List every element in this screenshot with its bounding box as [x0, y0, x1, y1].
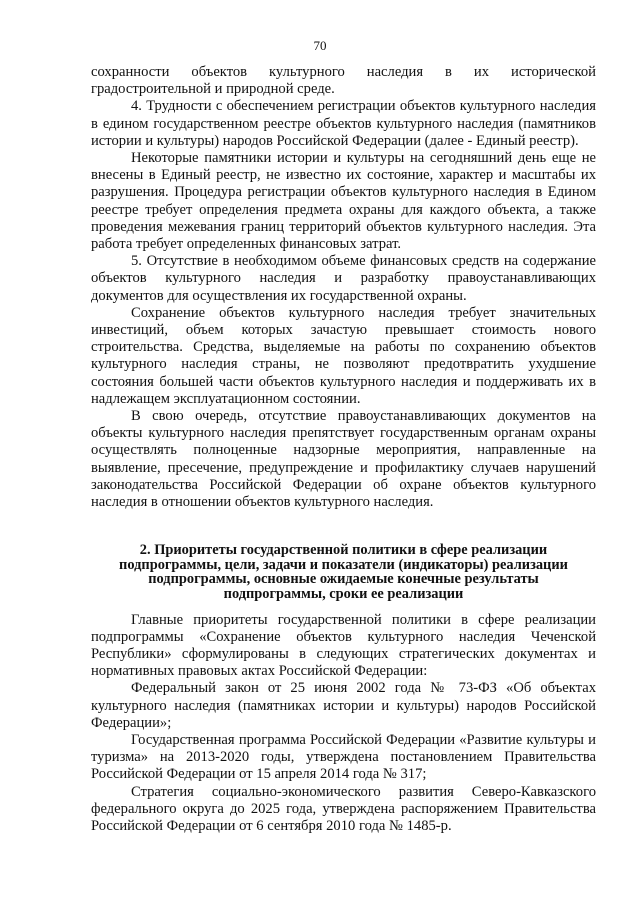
paragraph: В свою очередь, отсутствие правоустанавливающих документов на объекты культурного наследия препятствует государственным органам охраны осуществлять полноценные надзорные мероприятия, направленные на выявление, пресечение, предупреждение и профилактику случаев нарушений законодательства Российской Федерации об охране объектов культурного наследия в отношении объектов культурного наследия.: [91, 408, 596, 511]
paragraph: Сохранение объектов культурного наследия требует значительных инвестиций, объем которых зачастую превышает стоимость нового строительства. Средства, выделяемые на работы по сохранению объектов культурного наследия страны, не позволяют предотвратить ухудшение состояния большей части объектов культурного наследия и поддерживать их в надлежащем эксплуатационном состоянии.: [91, 304, 596, 407]
paragraph: сохранности объектов культурного наследия в их исторической градостроительной и природной среде.: [91, 64, 596, 98]
paragraph: Стратегия социально-экономического развития Северо-Кавказского федерального округа до 2025 года, утверждена распоряжением Правительства Российской Федерации от 6 сентября 2010 года № 1485-р.: [91, 783, 596, 835]
page-number: 70: [313, 38, 327, 53]
paragraph: Главные приоритеты государственной политики в сфере реализации подпрограммы «Сохранение объектов культурного наследия Чеченской Республики» сформулированы в следующих стратегических документах и нормативных правовых актах Российской Федерации:: [91, 611, 596, 680]
page-body: [91, 64, 596, 835]
paragraph: 5. Отсутствие в необходимом объеме финансовых средств на содержание объектов культурного наследия и разработку правоустанавливающих документов для осуществления их государственной охраны.: [91, 253, 596, 304]
paragraph: Федеральный закон от 25 июня 2002 года № 73-ФЗ «Об объектах культурного наследия (памятниках истории и культуры) народов Российской Федерации»;: [91, 680, 596, 731]
section-heading: 2. Приоритеты государственной политики в сфере реализации подпрограммы, цели, задачи и показатели (индикаторы) реализации подпрограммы, основные ожидаемые конечные результаты подпрограммы, сроки ее реализации: [119, 542, 568, 603]
paragraph: Государственная программа Российской Федерации «Развитие культуры и туризма» на 2013-2020 годы, утверждена постановлением Правительства Российской Федерации от 15 апреля 2014 года № 317;: [91, 732, 596, 783]
paragraph: Некоторые памятники истории и культуры на сегодняшний день еще не внесены в Единый реестр, не известно их состояние, характер и масштабы их разрушения. Процедура регистрации объектов культурного наследия в Едином реестре требует определения предмета охраны для каждого объекта, а также проведения межевания границ территорий объектов культурного наследия. Эта работа требует определенных финансовых затрат.: [91, 150, 596, 253]
paragraph: 4. Трудности с обеспечением регистрации объектов культурного наследия в едином государственном реестре объектов культурного наследия (памятников истории и культуры) народов Российской Федерации (далее - Единый реестр).: [91, 98, 596, 149]
